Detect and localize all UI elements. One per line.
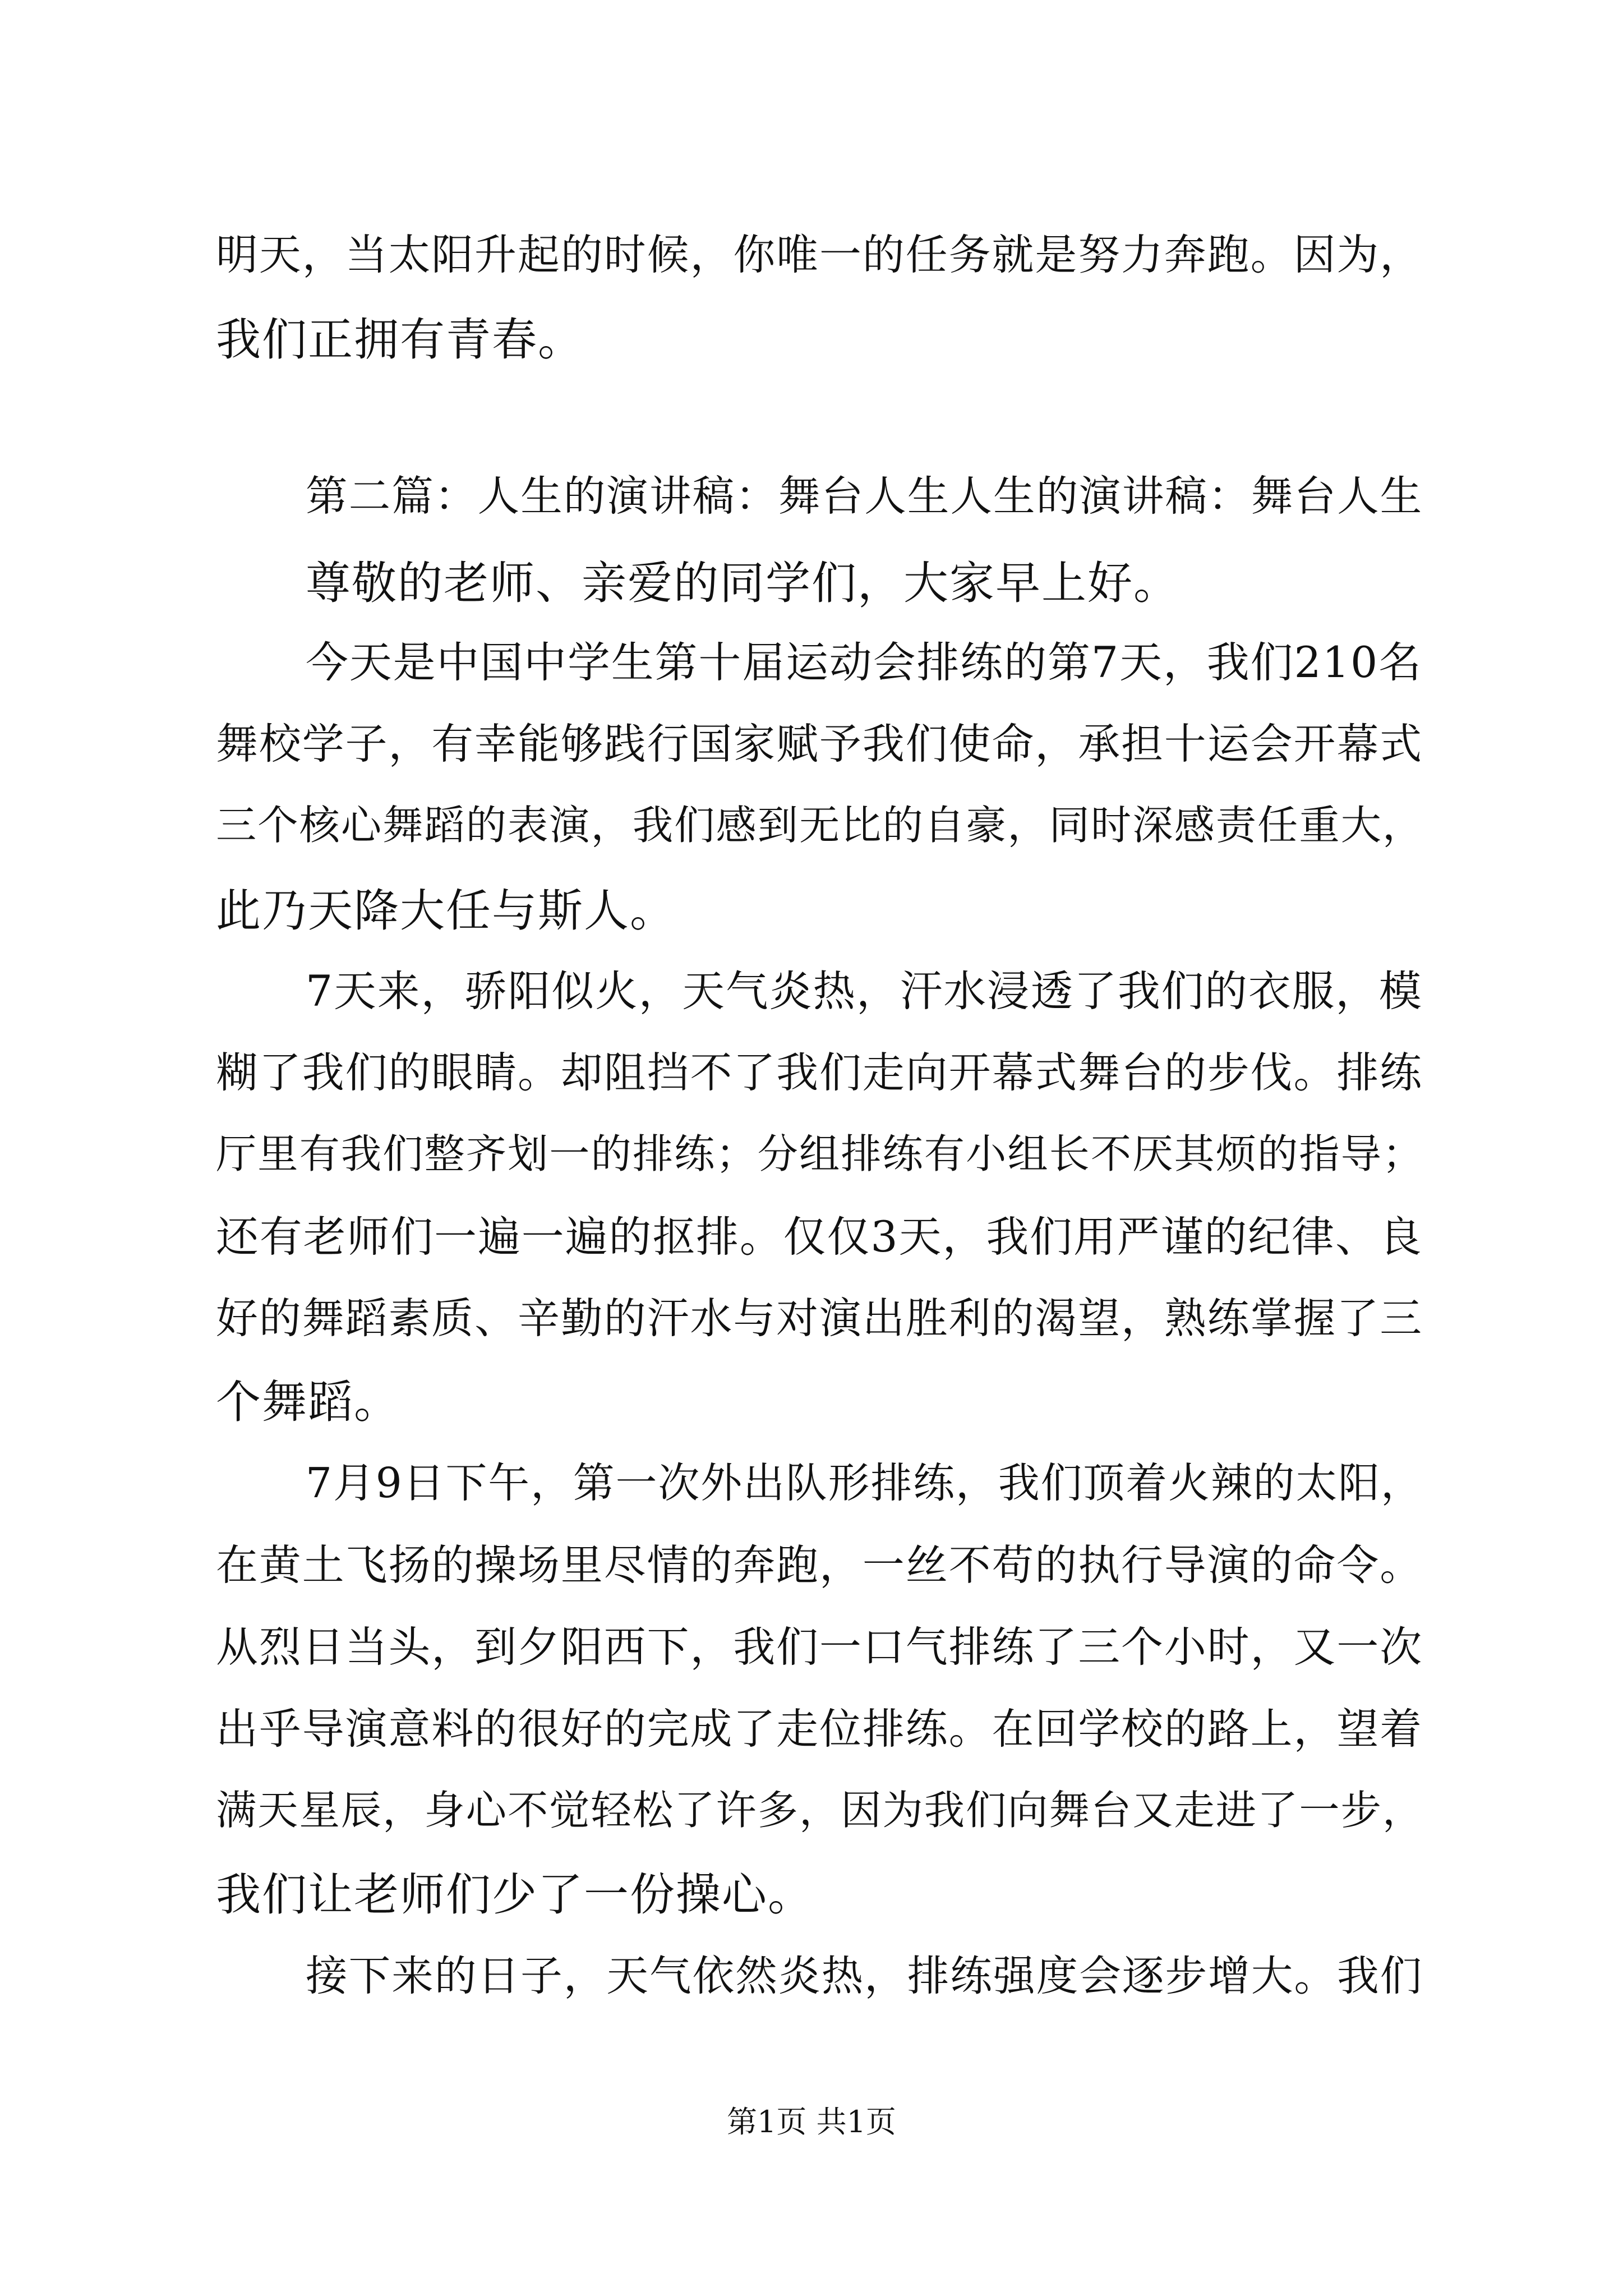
text-line: 今天是中国中学生第十届运动会排练的第7天，我们210名 xyxy=(306,638,1423,687)
text-line: 我们让老师们少了一份操心。 xyxy=(216,1869,814,1921)
text-line: 好的舞蹈素质、辛勤的汗水与对演出胜利的渴望，熟练掌握了三 xyxy=(216,1294,1423,1343)
text-line: 三个核心舞蹈的表演，我们感到无比的自豪，同时深感责任重大， xyxy=(216,802,1424,849)
section-heading: 第二篇：人生的演讲稿：舞台人生人生的演讲稿：舞台人生 xyxy=(306,472,1423,521)
text-line: 从烈日当头，到夕阳西下，我们一口气排练了三个小时，又一次 xyxy=(216,1623,1423,1672)
text-line: 满天星辰，身心不觉轻松了许多，因为我们向舞台又走进了一步， xyxy=(216,1787,1424,1834)
text-line: 我们正拥有青春。 xyxy=(216,314,584,366)
text-line: 在黄土飞扬的操场里尽情的奔跑，一丝不苟的执行导演的命令。 xyxy=(216,1541,1423,1590)
text-line: 接下来的日子，天气依然炎热，排练强度会逐步增大。我们 xyxy=(306,1952,1423,2000)
text-line: 7月9日下午，第一次外出队形排练，我们顶着火辣的太阳， xyxy=(306,1459,1423,1507)
text-line: 个舞蹈。 xyxy=(216,1376,400,1428)
greeting-line: 尊敬的老师、亲爱的同学们，大家早上好。 xyxy=(306,557,1179,609)
text-line: 舞校学子，有幸能够践行国家赋予我们使命，承担十运会开幕式 xyxy=(216,720,1423,769)
text-line: 7天来，骄阳似火，天气炎热，汗水浸透了我们的衣服，模 xyxy=(306,967,1423,1016)
page-footer: 第1页 共1页 xyxy=(727,2104,896,2139)
text-line: 糊了我们的眼睛。却阻挡不了我们走向开幕式舞台的步伐。排练 xyxy=(216,1048,1423,1097)
text-line: 此乃天降大任与斯人。 xyxy=(216,885,676,937)
text-line: 明天，当太阳升起的时候，你唯一的任务就是努力奔跑。因为， xyxy=(216,231,1423,279)
text-line: 厅里有我们整齐划一的排练；分组排练有小组长不厌其烦的指导； xyxy=(216,1131,1424,1178)
text-line: 还有老师们一遍一遍的抠排。仅仅3天，我们用严谨的纪律、良 xyxy=(216,1212,1423,1262)
text-line: 出乎导演意料的很好的完成了走位排练。在回学校的路上，望着 xyxy=(216,1705,1423,1754)
